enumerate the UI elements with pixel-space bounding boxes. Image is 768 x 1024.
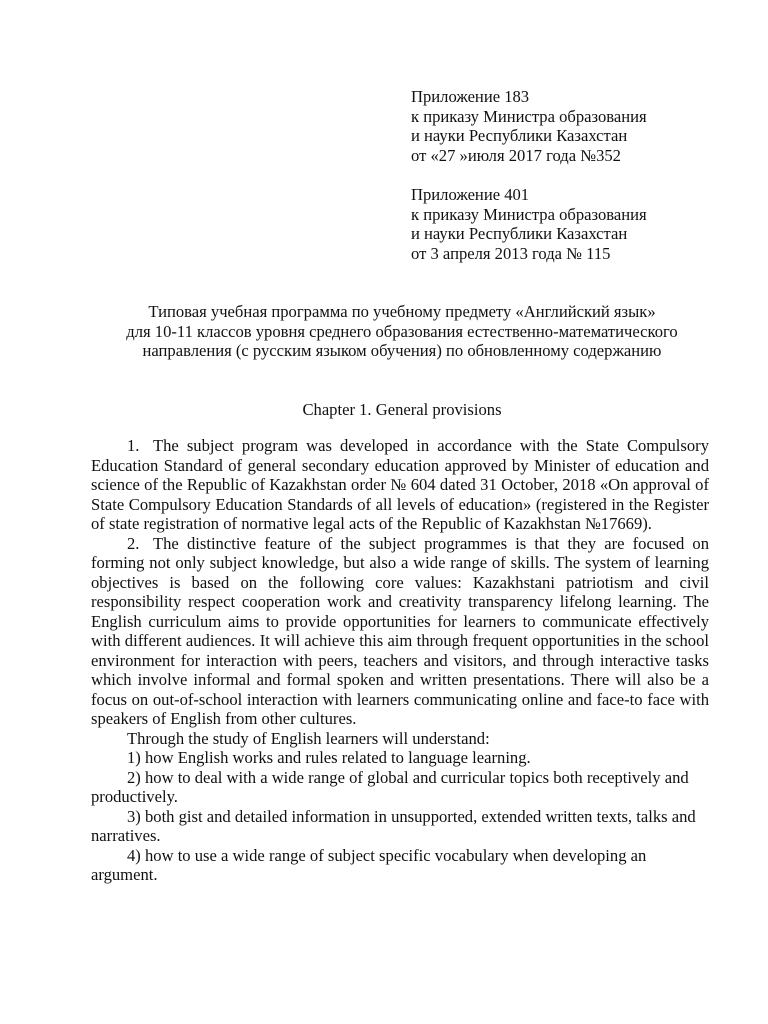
appendix-1-line-3: и науки Республики Казахстан (411, 126, 628, 145)
paragraph-1-number: 1. (127, 436, 140, 455)
appendix-1-line-1: Приложение 183 (411, 87, 530, 106)
list-item-3: 3) both gist and detailed information in unsupported, extended written texts, talks and narratives. (91, 806, 696, 845)
appendix-header-183 (411, 87, 751, 165)
appendix-2-line-4: от 3 апреля 2013 года № 115 (411, 243, 611, 263)
chapter-heading: Chapter 1. General provisions (302, 400, 502, 419)
appendix-1-line-4: от «27 »июля 2017 года №352 (411, 145, 621, 165)
list-intro: Through the study of English learners will understand: (127, 728, 490, 748)
paragraph-2 (91, 534, 709, 729)
program-title-line-2: для 10-11 классов уровня среднего образования естественно-математического (126, 321, 678, 341)
program-title (60, 302, 744, 361)
document-body (91, 436, 709, 885)
list-item-4: 4) how to use a wide range of subject specific vocabulary when developing an argument. (91, 845, 647, 884)
paragraph-2-number: 2. (127, 533, 140, 553)
appendix-1-line-2: к приказу Министра образования (411, 106, 647, 126)
appendix-header-401 (411, 185, 751, 263)
list-item-2: 2) how to deal with a wide range of global and curricular topics both receptively and productively. (91, 767, 689, 806)
appendix-2-line-2: к приказу Министра образования (411, 204, 647, 224)
paragraph-1-text: The subject program was developed in accordance with the State Compulsory Education Standard of general secondary education approved by Minister of education and science of the Republic of Kazakhstan order № 604 dated 31 October, 2018 «On approval of State Compulsory Education Standards of all levels of education» (registered in the Register of state registration of normative legal acts of the Republic of Kazakhstan №17669). (91, 436, 709, 533)
program-title-line-3: направления (с русским языком обучения) по обновленному содержанию (142, 341, 662, 360)
paragraph-2-text: The distinctive feature of the subject programmes is that they are focused on forming not only subject knowledge, but also a wide range of skills. The system of learning objectives is based on the following core values: Kazakhstani patriotism and civil responsibility respect cooperation work and creativity transparency lifelong learning. The English curriculum aims to provide opportunities for learners to communicate effectively with different audiences. It will achieve this aim through frequent opportunities in the school environment for interaction with peers, teachers and visitors, and through interactive tasks which involve informal and formal spoken and written presentations. There will also be a focus on out-of-school interaction with learners communicating online and face-to face with speakers of English from other cultures. (91, 533, 709, 728)
program-title-line-1: Типовая учебная программа по учебному предмету «Английский язык» (148, 302, 656, 321)
list-item-1: 1) how English works and rules related to language learning. (127, 748, 531, 767)
appendix-2-line-3: и науки Республики Казахстан (411, 224, 628, 243)
appendix-2-line-1: Приложение 401 (411, 185, 530, 204)
paragraph-1 (91, 436, 709, 534)
